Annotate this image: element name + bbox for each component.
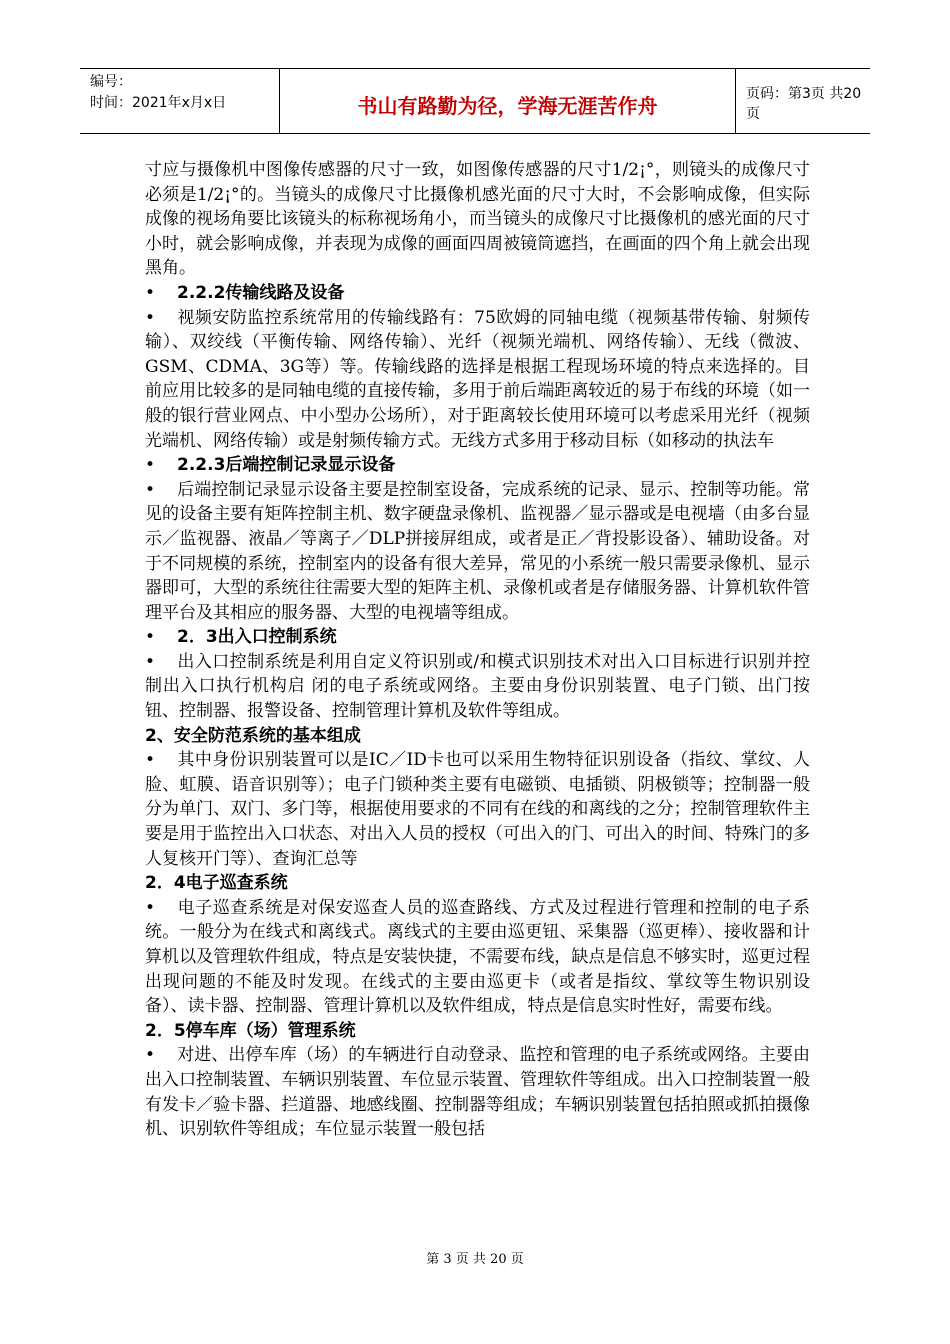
paragraph-text: 电子巡查系统是对保安巡查人员的巡查路线、方式及过程进行管理和控制的电子系统。一般分为在线式和离线式。离线式的主要由巡更钮、采集器（巡更棒）、接收器和计算机以及管理软件组成，特点是安装快捷，不需要布线，缺点是信息不够实时，巡更过程出现问题的不能及时发现。在线式的主要由巡更卡（或者是指纹、掌纹等生物识别设备）、读卡器、控制器、管理计算机以及软件组成，特点是信息实时性好，需要布线。 <box>145 897 810 1017</box>
bullet-paragraph <box>145 896 810 1019</box>
bullet-marker: • <box>145 479 156 500</box>
page-footer: 第 3 页 共 20 页 <box>426 1252 524 1267</box>
section-heading <box>145 724 810 749</box>
paragraph-text: 其中身份识别装置可以是IC／ID卡也可以采用生物特征识别设备（指纹、掌纹、人脸、虹膜、语音识别等）；电子门锁种类主要有电磁锁、电插锁、阴极锁等；控制器一般分为单门、双门、多门等，根据使用要求的不同有在线的和离线的之分；控制管理软件主要是用于监控出入口状态、对出入人员的授权（可出入的门、可出入的时间、特殊门的多人复核开门等）、查询汇总等 <box>145 750 810 869</box>
heading-text: 2．3出入口控制系统 <box>177 627 337 648</box>
bullet-marker: • <box>145 1045 156 1066</box>
document-date: 时间：2021年x月x日 <box>90 95 227 111</box>
heading-text: 2．4电子巡查系统 <box>145 873 288 894</box>
section-heading <box>145 1019 810 1044</box>
bullet-marker: • <box>145 651 156 672</box>
header-meta <box>80 69 280 133</box>
heading-text: 2.2.2传输线路及设备 <box>177 282 345 303</box>
header-page-info: 页码：第3页 共20页 <box>746 86 862 122</box>
document-code-label: 编号： <box>90 74 132 90</box>
bullet-marker: • <box>145 455 156 476</box>
bullet-paragraph <box>145 306 810 454</box>
page-header <box>80 68 870 134</box>
bullet-marker: • <box>145 627 156 648</box>
header-motto: 书山有路勤为径，学海无涯苦作舟 <box>280 69 736 133</box>
bullet-paragraph <box>145 1043 810 1141</box>
section-heading <box>145 453 810 478</box>
bullet-paragraph <box>145 478 810 626</box>
body-paragraph: 寸应与摄像机中图像传感器的尺寸一致，如图像传感器的尺寸1/2¡°，则镜头的成像尺寸必须是1/2¡°的。当镜头的成像尺寸比摄像机感光面的尺寸大时，不会影响成像，但实际成像的视场角要比该镜头的标称视场角小，而当镜头的成像尺寸比摄像机的感光面的尺寸小时，就会影响成像，并表现为成像的画面四周被镜筒遮挡，在画面的四个角上就会出现黑角。 <box>145 160 810 279</box>
section-heading <box>145 871 810 896</box>
heading-text: 2.2.3后端控制记录显示设备 <box>177 455 396 476</box>
bullet-paragraph <box>145 748 810 871</box>
paragraph-text: 视频安防监控系统常用的传输线路有：75欧姆的同轴电缆（视频基带传输、射频传输）、双绞线（平衡传输、网络传输）、光纤（视频光端机、网络传输）、无线（微波、GSM、CDMA、3G等）等。传输线路的选择是根据工程现场环境的特点来选择的。目前应用比较多的是同轴电缆的直接传输，多用于前后端距离较近的易于布线的环境（如一般的银行营业网点、中小型办公场所），对于距离较长使用环境可以考虑采用光纤（视频光端机、网络传输）或是射频传输方式。无线方式多用于移动目标（如移动的执法车 <box>145 307 810 451</box>
paragraph-text: 对进、出停车库（场）的车辆进行自动登录、监控和管理的电子系统或网络。主要由出入口控制装置、车辆识别装置、车位显示装置、管理软件等组成。出入口控制装置一般有发卡／验卡器、拦道器、地感线圈、控制器等组成；车辆识别装置包括拍照或抓拍摄像机、识别软件等组成；车位显示装置一般包括 <box>145 1045 810 1140</box>
bullet-marker: • <box>145 897 156 918</box>
heading-text: 2、安全防范系统的基本组成 <box>145 725 361 746</box>
heading-text: 2．5停车库（场）管理系统 <box>145 1020 356 1041</box>
bullet-marker: • <box>145 282 156 303</box>
bullet-marker: • <box>145 307 156 328</box>
section-heading <box>145 625 810 650</box>
document-body <box>145 158 810 1142</box>
paragraph-text: 后端控制记录显示设备主要是控制室设备，完成系统的记录、显示、控制等功能。常见的设备主要有矩阵控制主机、数字硬盘录像机、监视器／显示器或是电视墙（由多台显示／监视器、液晶／等离子／DLP拼接屏组成，或者是正／背投影设备）、辅助设备。对于不同规模的系统，控制室内的设备有很大差异，常见的小系统一般只需要录像机、显示器即可，大型的系统往往需要大型的矩阵主机、录像机或者是存储服务器、计算机软件管理平台及其相应的服务器、大型的电视墙等组成。 <box>145 479 810 623</box>
bullet-marker: • <box>145 750 156 771</box>
bullet-paragraph <box>145 650 810 724</box>
paragraph-text: 出入口控制系统是利用自定义符识别或/和模式识别技术对出入口目标进行识别并控制出入口执行机构启 闭的电子系统或网络。主要由身份识别装置、电子门锁、出门按钮、控制器、报警设备、控制管理计算机及软件等组成。 <box>145 651 810 722</box>
section-heading <box>145 281 810 306</box>
